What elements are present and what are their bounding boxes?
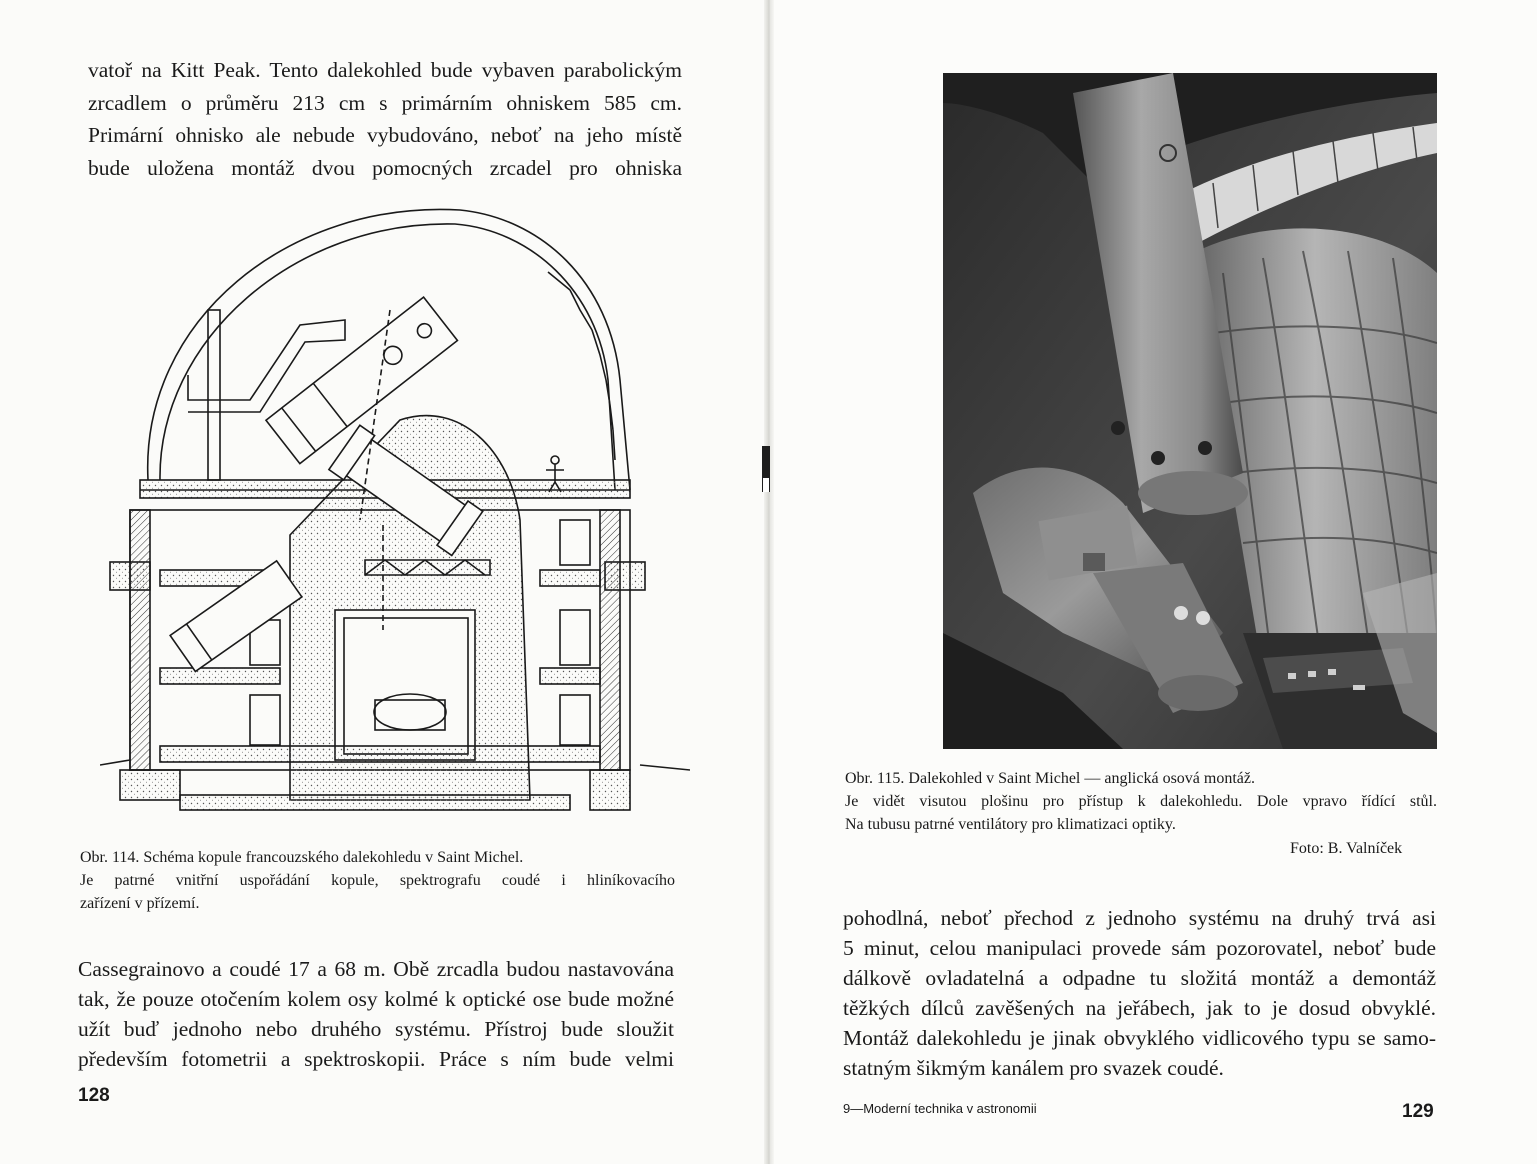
text-line: tak, že pouze otočením kolem osy kolmé k optické ose bude možné (78, 987, 674, 1011)
text-line: užít buď jednoho nebo druhého systému. Přístroj bude sloužit (78, 1017, 674, 1041)
caption-line: Je patrné vnitřní uspořádání kopule, spektrografu coudé i hliníkovacího (80, 872, 675, 889)
telescope-photograph (943, 73, 1437, 749)
dome-cross-section-diagram (100, 190, 690, 830)
photo-credit: Foto: B. Valníček (1290, 840, 1403, 857)
text-line: dálkově ovladatelná a odpadne tu složitá montáž a demontáž (843, 966, 1436, 990)
text-line: Primární ohnisko ale nebude vybudováno, neboť na jeho místě (88, 123, 682, 147)
left-top-paragraph (88, 54, 682, 184)
text-line: těžkých dílců zavěšených na jeřábech, jak to je dosud obvyklé. (843, 996, 1436, 1020)
text-line: zrcadlem o průměru 213 cm s primárním ohniskem 585 cm. (88, 90, 682, 115)
text-line: pohodlná, neboť přechod z jednoho systému na druhý trvá asi (843, 906, 1436, 930)
text-line: statným šikmým kanálem pro svazek coudé. (843, 1056, 1224, 1080)
text-line: vatoř na Kitt Peak. Tento dalekohled bude vybaven parabolickým (88, 58, 682, 82)
text-line: především fotometrii a spektroskopii. Práce s ním bude velmi (78, 1047, 674, 1071)
figure-115-caption (845, 767, 1437, 836)
text-line: bude uložena montáž dvou pomocných zrcadel pro ohniska (88, 155, 682, 180)
left-bottom-paragraph (78, 954, 674, 1074)
figure-114-caption (80, 846, 675, 915)
right-bottom-paragraph (843, 903, 1436, 1083)
text-line: Montáž dalekohledu je jinak obvyklého vidlicového typu se samo- (843, 1026, 1436, 1050)
page-number-left: 128 (78, 1085, 110, 1106)
caption-line: Je vidět visutou plošinu pro přístup k dalekohledu. Dole vpravo řídící stůl. (845, 793, 1437, 810)
text-line: 5 minut, celou manipulaci provede sám pozorovatel, neboť bude (843, 936, 1436, 960)
text-line: Cassegrainovo a coudé 17 a 68 m. Obě zrcadla budou nastavována (78, 957, 674, 981)
caption-line: Obr. 115. Dalekohled v Saint Michel — anglická osová montáž. (845, 770, 1255, 787)
caption-line: zařízení v přízemí. (80, 895, 200, 912)
running-footer: 9—Moderní technika v astronomii (843, 1101, 1037, 1116)
caption-line: Obr. 114. Schéma kopule francouzského dalekohledu v Saint Michel. (80, 849, 524, 866)
book-gutter (764, 0, 774, 1164)
caption-line: Na tubusu patrné ventilátory pro klimatizaci optiky. (845, 816, 1176, 833)
page-number-right: 129 (1402, 1101, 1434, 1122)
